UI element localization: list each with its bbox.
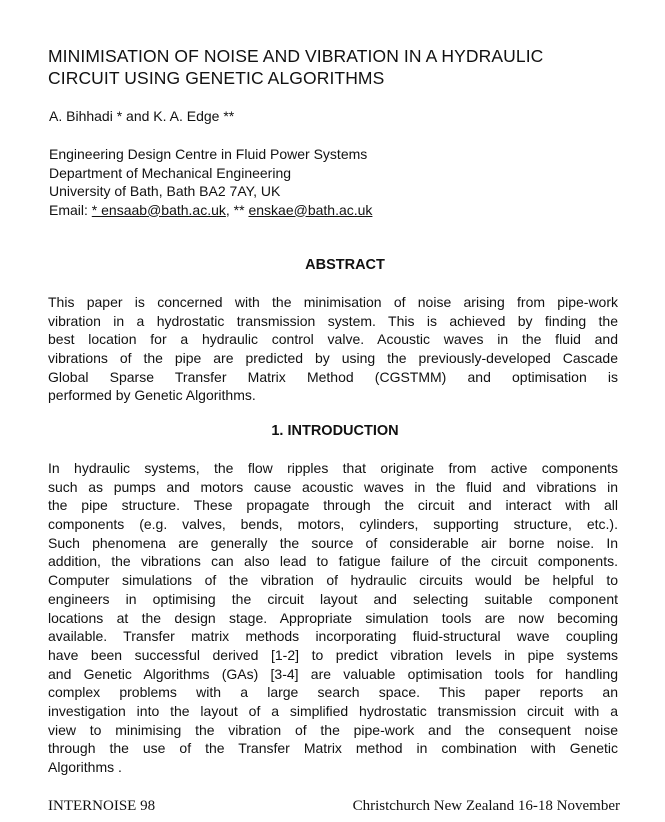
email-separator: , ** [225, 201, 249, 218]
intro-line: addition, the vibrations can also lead to fatigue failure of the circuit components. [48, 553, 618, 570]
abstract-line: performed by Genetic Algorithms. [48, 387, 256, 404]
email-link-1[interactable]: * ensaab@bath.ac.uk [91, 201, 226, 218]
intro-line: have been successful derived [1-2] to predict vibration levels in pipe systems [48, 646, 618, 663]
intro-line: through the use of the Transfer Matrix method in combination with Genetic [48, 740, 618, 757]
email-line [49, 201, 372, 220]
intro-line: Such phenomena are generally the source of considerable air borne noise. In [48, 534, 618, 551]
introduction-body [48, 459, 618, 777]
intro-line: the pipe structure. These propagate through the circuit and interact with all [48, 497, 618, 514]
intro-line: complex problems with a large search space. This paper reports an [48, 684, 618, 701]
author-list: A. Bihhadi * and K. A. Edge ** [49, 108, 235, 124]
intro-line: components (e.g. valves, bends, motors, cylinders, supporting structure, etc.). [48, 516, 618, 533]
intro-line: view to minimising the vibration of the pipe-work and the consequent noise [48, 721, 618, 738]
intro-line: engineers in optimising the circuit layout and selecting suitable component [48, 590, 618, 607]
paper-title [48, 45, 628, 89]
title-line-2: CIRCUIT USING GENETIC ALGORITHMS [48, 68, 385, 88]
affiliation-block [49, 145, 372, 219]
abstract-line: Global Sparse Transfer Matrix Method (CGSTMM) and optimisation is [48, 368, 618, 385]
intro-line: In hydraulic systems, the flow ripples that originate from active components [48, 460, 618, 476]
title-line-1: MINIMISATION OF NOISE AND VIBRATION IN A HYDRAULIC [48, 46, 544, 66]
introduction-heading: 1. INTRODUCTION [271, 423, 399, 439]
footer-conference: INTERNOISE 98 [48, 798, 156, 814]
intro-line: locations at the design stage. Appropriate simulation tools are now becoming [48, 609, 618, 626]
intro-line: investigation into the layout of a simplified hydrostatic transmission circuit with a [48, 702, 618, 719]
abstract-line: best location for a hydraulic control valve. Acoustic waves in the fluid and [48, 331, 618, 348]
intro-line: available. Transfer matrix methods incorporating fluid-structural wave coupling [48, 628, 618, 645]
affiliation-line-3: University of Bath, Bath BA2 7AY, UK [49, 183, 281, 199]
abstract-heading: ABSTRACT [305, 257, 385, 273]
abstract-body [48, 293, 618, 405]
affiliation-line-1: Engineering Design Centre in Fluid Power Systems [49, 146, 368, 162]
intro-line: and Genetic Algorithms (GAs) [3-4] are valuable optimisation tools for handling [48, 665, 618, 682]
abstract-line: This paper is concerned with the minimisation of noise arising from pipe-work [48, 294, 618, 310]
abstract-line: vibration in a hydrostatic transmission system. This is achieved by finding the [48, 312, 618, 329]
affiliation-line-2: Department of Mechanical Engineering [49, 164, 292, 181]
email-label: Email: [49, 201, 92, 218]
abstract-line: vibrations of the pipe are predicted by using the previously-developed Cascade [48, 350, 618, 367]
intro-line: such as pumps and motors cause acoustic waves in the fluid and vibrations in [48, 478, 618, 495]
footer-location-date: Christchurch New Zealand 16-18 November [352, 798, 620, 814]
email-link-2[interactable]: enskae@bath.ac.uk [248, 201, 373, 218]
intro-line: Computer simulations of the vibration of hydraulic circuits would be helpful to [48, 572, 618, 589]
intro-line: Algorithms . [48, 759, 122, 775]
